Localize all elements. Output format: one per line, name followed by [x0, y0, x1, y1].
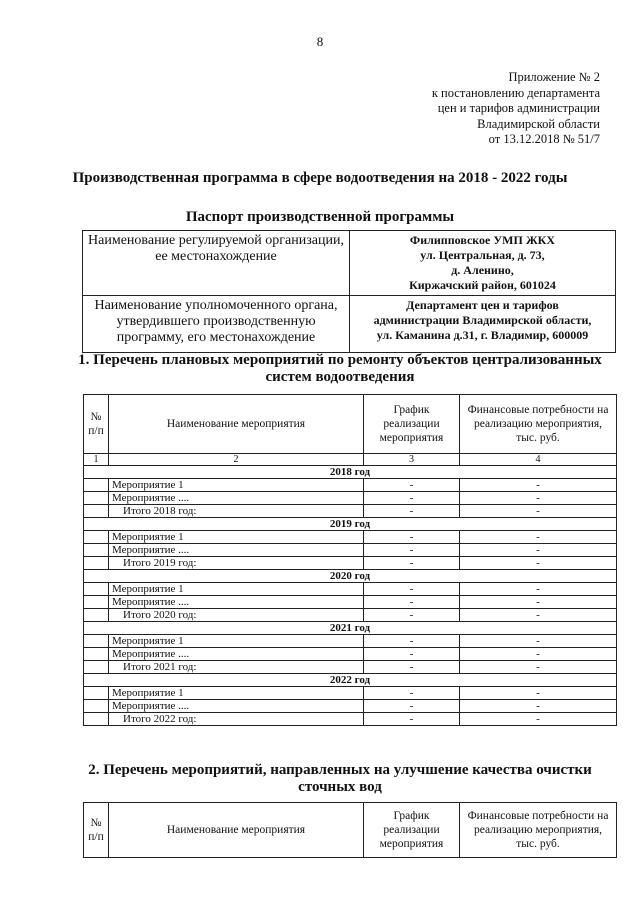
table-row — [84, 661, 617, 674]
header-finance: Финансовые потребности на реализацию мероприятия, тыс. руб. — [460, 803, 617, 858]
finance-value: - — [460, 648, 617, 661]
passport-label: Наименование уполномоченного органа, утвердившего производственную программу, его местонахождение — [83, 296, 350, 353]
schedule-value: - — [364, 492, 460, 505]
year-label: 2018 год — [84, 466, 617, 479]
row-number — [84, 596, 109, 609]
finance-value: - — [460, 479, 617, 492]
finance-value: - — [460, 713, 617, 726]
finance-value: - — [460, 544, 617, 557]
table-row — [84, 583, 617, 596]
passport-table — [82, 230, 616, 353]
schedule-value: - — [364, 596, 460, 609]
measure-name: Мероприятие .... — [109, 596, 364, 609]
table-row — [84, 713, 617, 726]
passport-label: Наименование регулируемой организации, ее местонахождение — [83, 231, 350, 296]
schedule-value: - — [364, 531, 460, 544]
table-row — [84, 492, 617, 505]
row-number — [84, 531, 109, 544]
table-row — [84, 635, 617, 648]
appendix-line: от 13.12.2018 № 51/7 — [488, 132, 600, 146]
header-measure-name: Наименование мероприятия — [109, 803, 364, 858]
repair-measures-table — [83, 394, 617, 726]
finance-value: - — [460, 531, 617, 544]
total-label: Итого 2019 год: — [109, 557, 364, 570]
row-number — [84, 583, 109, 596]
schedule-value: - — [364, 557, 460, 570]
schedule-value: - — [364, 635, 460, 648]
measure-name: Мероприятие .... — [109, 648, 364, 661]
column-number: 1 — [84, 454, 109, 466]
total-label: Итого 2021 год: — [109, 661, 364, 674]
row-number — [84, 505, 109, 518]
year-row — [84, 622, 617, 635]
finance-value: - — [460, 505, 617, 518]
appendix-line: Владимирской области — [477, 116, 600, 131]
total-label: Итого 2022 год: — [109, 713, 364, 726]
table-row — [84, 596, 617, 609]
table-row — [84, 609, 617, 622]
column-number: 4 — [460, 454, 617, 466]
finance-value: - — [460, 492, 617, 505]
passport-value-line: д. Аленино, — [451, 263, 514, 277]
measure-name: Мероприятие 1 — [109, 687, 364, 700]
row-number — [84, 635, 109, 648]
table-row — [84, 687, 617, 700]
passport-value-line: Киржачский район, 601024 — [409, 278, 556, 292]
measure-name: Мероприятие 1 — [109, 635, 364, 648]
schedule-value: - — [364, 687, 460, 700]
header-schedule: График реализации мероприятия — [364, 395, 460, 454]
passport-title: Паспорт производственной программы — [185, 209, 455, 225]
row-number — [84, 713, 109, 726]
header-measure-name: Наименование мероприятия — [109, 395, 364, 454]
appendix-line: Приложение № 2 — [508, 70, 600, 84]
row-number — [84, 557, 109, 570]
document-title: Производственная программа в сфере водоотведения на 2018 - 2022 годы — [72, 170, 568, 186]
year-label: 2019 год — [84, 518, 617, 531]
finance-value: - — [460, 635, 617, 648]
schedule-value: - — [364, 583, 460, 596]
schedule-value: - — [364, 713, 460, 726]
schedule-value: - — [364, 544, 460, 557]
finance-value: - — [460, 596, 617, 609]
table-row — [84, 505, 617, 518]
row-number — [84, 609, 109, 622]
finance-value: - — [460, 700, 617, 713]
header-number: № п/п — [84, 395, 109, 454]
year-label: 2022 год — [84, 674, 617, 687]
measure-name: Мероприятие 1 — [109, 479, 364, 492]
header-schedule: График реализации мероприятия — [364, 803, 460, 858]
passport-row — [83, 231, 616, 296]
measure-name: Мероприятие .... — [109, 544, 364, 557]
finance-value: - — [460, 687, 617, 700]
passport-row — [83, 296, 616, 353]
schedule-value: - — [364, 479, 460, 492]
passport-value — [350, 296, 616, 353]
table-row — [84, 700, 617, 713]
table-row — [84, 531, 617, 544]
table-row — [84, 479, 617, 492]
passport-value-line: Филипповское УМП ЖКХ — [409, 233, 556, 247]
table-row — [84, 648, 617, 661]
section1-title: 1. Перечень плановых мероприятий по ремонту объектов централизованных систем водоотведения — [78, 352, 602, 385]
year-row — [84, 674, 617, 687]
page-number: 8 — [316, 34, 324, 49]
column-number-row — [84, 454, 617, 466]
row-number — [84, 661, 109, 674]
passport-value-line: ул. Центральная, д. 73, — [420, 248, 545, 262]
year-row — [84, 570, 617, 583]
row-number — [84, 544, 109, 557]
wastewater-quality-table — [83, 802, 617, 858]
schedule-value: - — [364, 505, 460, 518]
schedule-value: - — [364, 700, 460, 713]
total-label: Итого 2018 год: — [109, 505, 364, 518]
passport-value — [350, 231, 616, 296]
year-row — [84, 518, 617, 531]
header-finance: Финансовые потребности на реализацию мероприятия, тыс. руб. — [460, 395, 617, 454]
measure-name: Мероприятие 1 — [109, 531, 364, 544]
schedule-value: - — [364, 661, 460, 674]
year-row — [84, 466, 617, 479]
section2-title: 2. Перечень мероприятий, направленных на улучшение качества очистки сточных вод — [88, 762, 592, 795]
finance-value: - — [460, 583, 617, 596]
finance-value: - — [460, 609, 617, 622]
header-number: № п/п — [84, 803, 109, 858]
finance-value: - — [460, 661, 617, 674]
year-label: 2021 год — [84, 622, 617, 635]
table-row — [84, 544, 617, 557]
appendix-note — [300, 70, 600, 148]
column-number: 2 — [109, 454, 364, 466]
passport-value-line: ул. Каманина д.31, г. Владимир, 600009 — [376, 328, 589, 342]
table-header-row — [84, 395, 617, 454]
passport-value-line: администрации Владимирской области, — [373, 313, 592, 327]
row-number — [84, 648, 109, 661]
row-number — [84, 687, 109, 700]
measure-name: Мероприятие .... — [109, 492, 364, 505]
measure-name: Мероприятие .... — [109, 700, 364, 713]
appendix-line: к постановлению департамента — [431, 85, 600, 100]
schedule-value: - — [364, 609, 460, 622]
row-number — [84, 479, 109, 492]
passport-value-line: Департамент цен и тарифов — [406, 298, 559, 312]
total-label: Итого 2020 год: — [109, 609, 364, 622]
measure-name: Мероприятие 1 — [109, 583, 364, 596]
table-header-row — [84, 803, 617, 858]
column-number: 3 — [364, 454, 460, 466]
schedule-value: - — [364, 648, 460, 661]
year-label: 2020 год — [84, 570, 617, 583]
appendix-line: цен и тарифов администрации — [437, 101, 600, 115]
row-number — [84, 700, 109, 713]
row-number — [84, 492, 109, 505]
table-row — [84, 557, 617, 570]
finance-value: - — [460, 557, 617, 570]
